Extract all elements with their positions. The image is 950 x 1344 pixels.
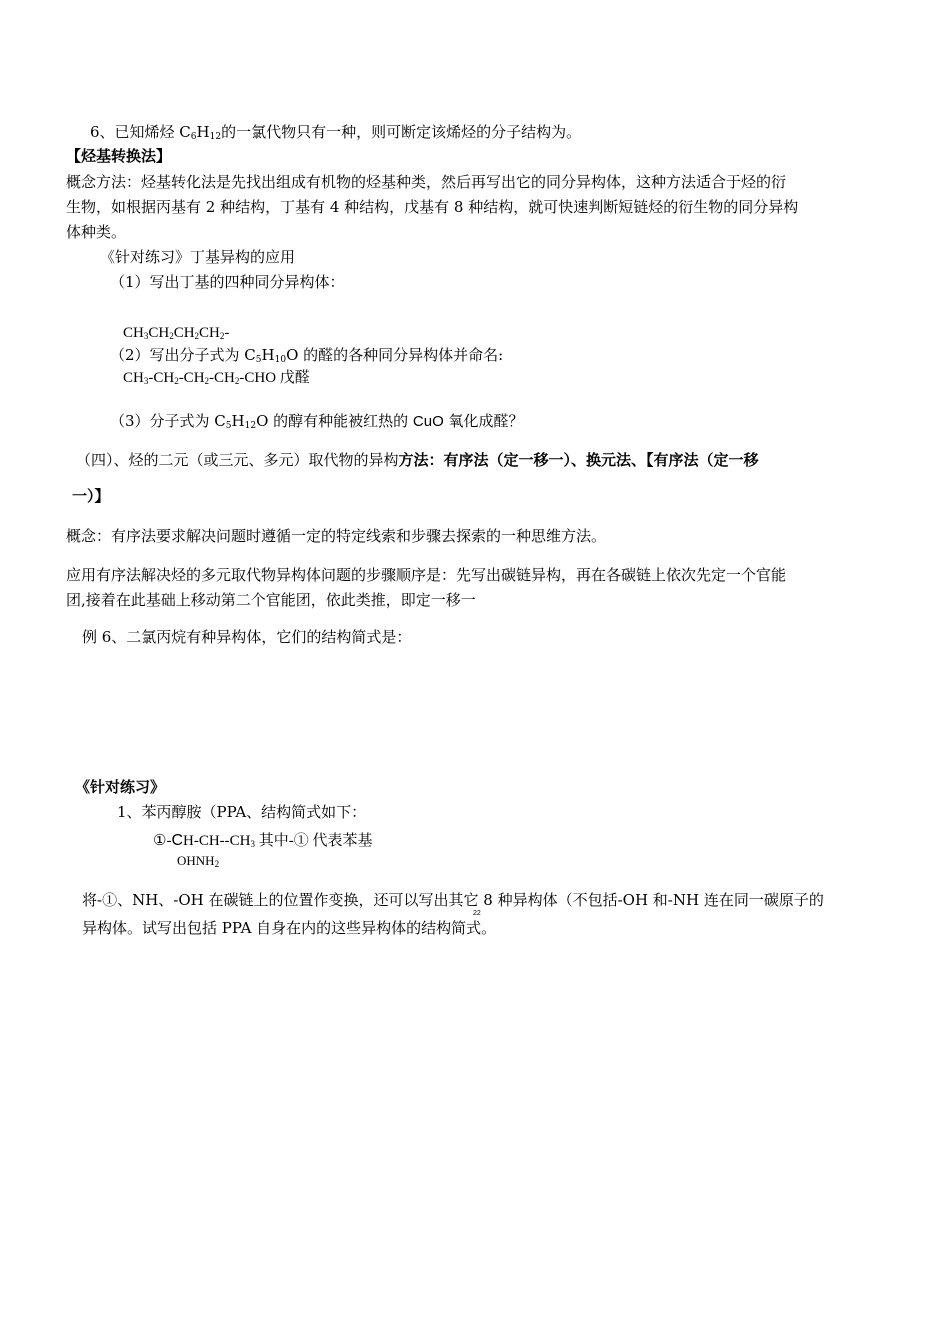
concept-line-1: 概念方法：烃基转化法是先找出组成有机物的烃基种类，然后再写出它的同分异构体，这种方法适合于烃的衍: [66, 173, 787, 191]
question-6: 6、已知烯烃 $C_6H_{12}$的一氯代物只有一种，则可断定该烯烃的分子结构为。: [90, 123, 582, 142]
ppa-substituents: $OHNH_2$: [177, 853, 220, 869]
tiny-footnote: 22: [473, 910, 481, 917]
final-line-2: 异构体。试写出包括 PPA 自身在内的这些异构体的结构简式。: [82, 919, 497, 937]
concept-ordered: 概念：有序法要求解决问题时遵循一定的特定线索和步骤去探索的一种思维方法。: [66, 527, 607, 545]
concept-line-2: 生物，如根据丙基有 2 种结构，丁基有 4 种结构，戊基有 8 种结构，就可快速判断短链烃的衍生物的同分异构: [66, 198, 799, 216]
steps-line-2: 团,接着在此基础上移动第二个官能团，依此类推，即定一移一: [66, 591, 476, 609]
butyl-formula: $CH_3CH_2CH_2CH_2-$: [123, 325, 230, 341]
section-4-heading-cont: 一）】: [72, 488, 110, 505]
section-header-huanji: 【烃基转换法】: [66, 148, 172, 165]
pentanal-formula: $CH_3-CH_2-CH_2-CH_2$-CHO 戊醛: [123, 370, 310, 386]
ppa-formula: $①-CH-CH--CH_3$ 其中-① 代表苯基: [153, 832, 373, 849]
practice-item-1: （1）写出丁基的四种同分异构体：: [110, 273, 345, 291]
steps-line-1: 应用有序法解决烃的多元取代物异构体问题的步骤顺序是：先写出碳链异构，再在各碳链上依次先定一个官能: [66, 566, 787, 584]
practice-item-3: （3）分子式为 $C_5H_{12}O$ 的醇有种能被红热的 CuO 氧化成醛？: [110, 412, 524, 431]
practice-2-title: 《针对练习》: [75, 779, 166, 796]
section-4-heading: （四）、烃的二元（或三元、多元）取代物的异构方法：有序法（定一移一）、换元法、【有序法（定一移: [76, 451, 759, 469]
example-6: 例 6、二氯丙烷有种异构体，它们的结构简式是：: [82, 628, 412, 646]
final-line-1: 将-①、NH、-OH 在碳链上的位置作变换，还可以写出其它 8 种异构体（不包括-OH 和-NH 连在同一碳原子的: [82, 891, 824, 909]
practice-item-2: （2）写出分子式为 $C_5H_{10}O$ 的醛的各种同分异构体并命名:: [110, 346, 504, 365]
ppa-item: 1、苯丙醇胺（PPA、结构简式如下：: [117, 803, 367, 821]
practice-title: 《针对练习》丁基异构的应用: [100, 248, 296, 266]
concept-line-3: 体种类。: [66, 223, 127, 241]
